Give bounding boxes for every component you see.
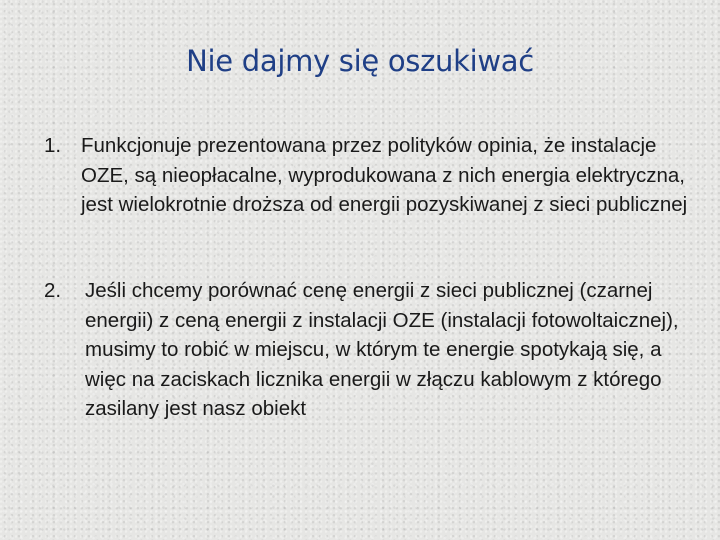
list-item-number: 1. [44, 134, 62, 157]
slide-title: Nie dajmy się oszukiwać [186, 44, 534, 78]
list-item-text: Jeśli chcemy porównać cenę energii z sieci publicznej (czarnej energii) z ceną energii z instalacji OZE (instalacji fotowoltaicznej), musimy to robić w miejscu, w którym te energie spotykają się, a więc na zaciskach licznika energii w złączu kablowym z którego zasilany jest nasz obiekt [85, 279, 679, 420]
list-item-number: 2. [44, 279, 62, 302]
list-item-text: Funkcjonuje prezentowana przez polityków opinia, że instalacje OZE, są nieopłacalne, wyprodukowana z nich energia elektryczna, jest wielokrotnie droższa od energii pozyskiwanej z sieci publicznej [81, 134, 688, 216]
